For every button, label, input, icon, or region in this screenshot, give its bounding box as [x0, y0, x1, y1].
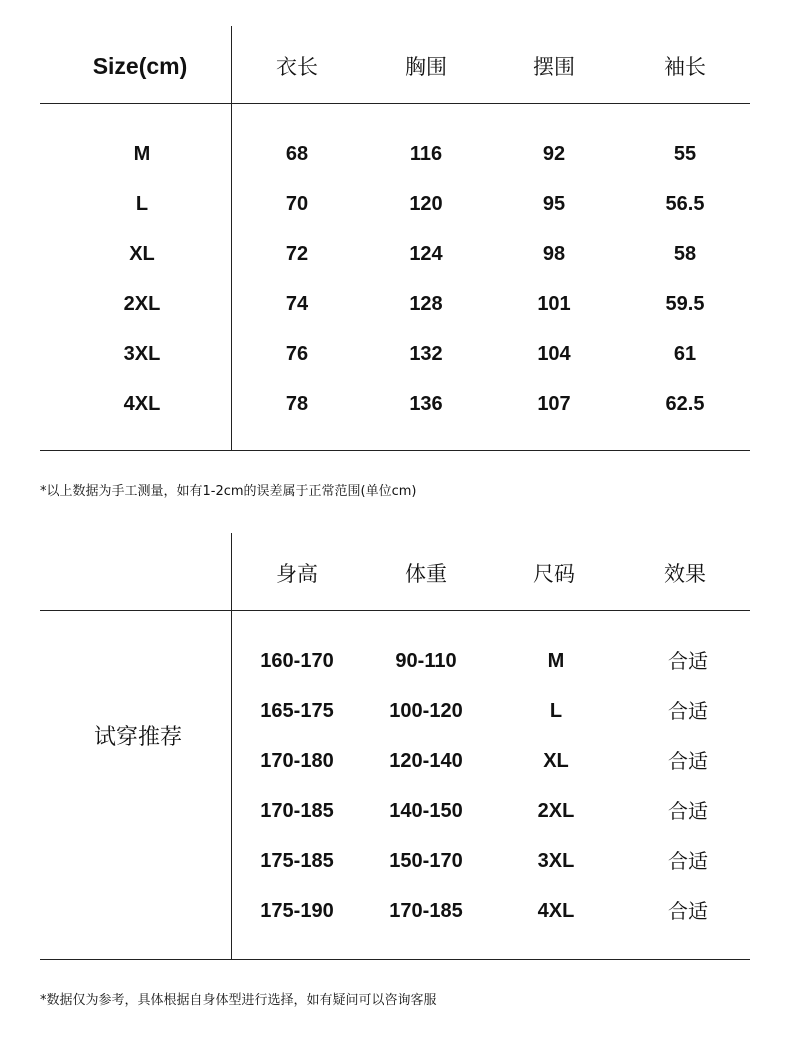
length-value: 78 — [285, 393, 309, 415]
chest-value: 124 — [409, 243, 443, 265]
fit-table-label: 试穿推荐 — [93, 725, 183, 750]
weight-range: 150-170 — [389, 850, 463, 872]
header-weight: 体重 — [405, 562, 447, 586]
hem-value: 101 — [537, 293, 571, 315]
size-label: XL — [129, 243, 155, 265]
recommended-size: L — [549, 700, 563, 722]
weight-range: 170-185 — [389, 900, 463, 922]
fit-table-note: *数据仅为参考，具体根据自身体型进行选择，如有疑问可以咨询客服 — [40, 993, 437, 1008]
weight-range: 140-150 — [389, 800, 463, 822]
recommended-size: 2XL — [537, 800, 575, 822]
fit-effect: 合适 — [668, 749, 708, 773]
fit-effect: 合适 — [668, 849, 708, 873]
sleeve-value: 56.5 — [665, 193, 705, 215]
height-range: 170-185 — [260, 800, 334, 822]
hem-value: 98 — [542, 243, 566, 265]
header-effect: 效果 — [664, 562, 706, 586]
sleeve-value: 59.5 — [665, 293, 705, 315]
sleeve-value: 61 — [673, 343, 697, 365]
fit-effect: 合适 — [668, 649, 708, 673]
hem-value: 92 — [542, 143, 566, 165]
header-chest: 胸围 — [405, 55, 447, 79]
length-value: 74 — [285, 293, 309, 315]
recommended-size: M — [547, 650, 565, 672]
size-label: 2XL — [123, 293, 161, 315]
hem-value: 95 — [542, 193, 566, 215]
length-value: 68 — [285, 143, 309, 165]
header-height: 身高 — [276, 562, 318, 586]
height-range: 160-170 — [260, 650, 334, 672]
header-length: 衣长 — [276, 55, 318, 79]
chest-value: 128 — [409, 293, 443, 315]
chest-value: 136 — [409, 393, 443, 415]
length-value: 72 — [285, 243, 309, 265]
size-table-bottom-rule — [40, 450, 750, 451]
recommended-size: 4XL — [537, 900, 575, 922]
length-value: 76 — [285, 343, 309, 365]
recommended-size: XL — [543, 750, 569, 772]
chest-value: 120 — [409, 193, 443, 215]
fit-table-divider-vertical — [231, 533, 232, 960]
header-size: 尺码 — [533, 562, 575, 586]
sleeve-value: 55 — [673, 143, 697, 165]
size-table-note: *以上数据为手工测量，如有1-2cm的误差属于正常范围(单位cm) — [40, 484, 417, 499]
weight-range: 90-110 — [395, 650, 457, 672]
height-range: 165-175 — [260, 700, 334, 722]
chest-value: 116 — [409, 143, 443, 165]
size-label: L — [135, 193, 149, 215]
weight-range: 120-140 — [389, 750, 463, 772]
size-label: M — [133, 143, 151, 165]
weight-range: 100-120 — [389, 700, 463, 722]
hem-value: 104 — [537, 343, 571, 365]
sleeve-value: 58 — [673, 243, 697, 265]
fit-table-bottom-rule — [40, 959, 750, 960]
header-sleeve: 袖长 — [664, 55, 706, 79]
height-range: 170-180 — [260, 750, 334, 772]
size-label: 3XL — [123, 343, 161, 365]
hem-value: 107 — [537, 393, 571, 415]
size-table-divider-vertical — [231, 26, 232, 451]
fit-effect: 合适 — [668, 799, 708, 823]
length-value: 70 — [285, 193, 309, 215]
height-range: 175-190 — [260, 900, 334, 922]
size-table-title: Size(cm) — [92, 53, 188, 79]
fit-effect: 合适 — [668, 699, 708, 723]
sleeve-value: 62.5 — [665, 393, 705, 415]
fit-effect: 合适 — [668, 899, 708, 923]
header-hem: 摆围 — [533, 55, 575, 79]
recommended-size: 3XL — [537, 850, 575, 872]
chest-value: 132 — [409, 343, 443, 365]
height-range: 175-185 — [260, 850, 334, 872]
fit-table-header-rule — [40, 610, 750, 611]
size-label: 4XL — [123, 393, 161, 415]
size-table-header-rule — [40, 103, 750, 104]
